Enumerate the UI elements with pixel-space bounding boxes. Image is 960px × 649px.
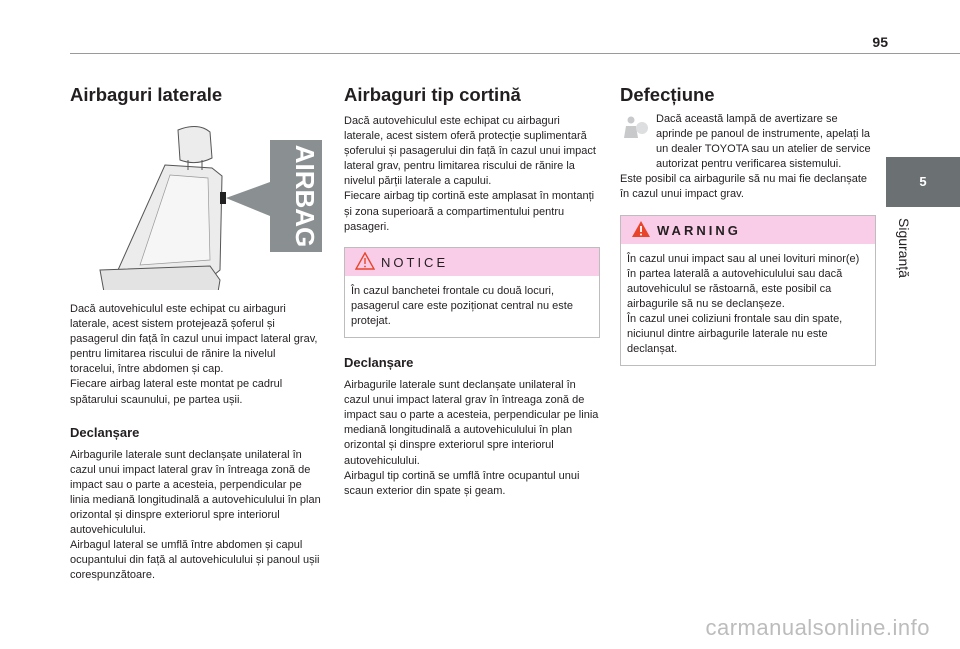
notice-header: [345, 248, 599, 276]
chapter-tab-number[interactable]: 5: [886, 157, 960, 207]
curtain-airbags-deployment-text: Airbagurile laterale sunt declanșate unilateral în cazul unui impact lateral grav în întreaga zonă de impact sau o parte a acesteia, perpendicular pe linia mediană longitudinală a autovehiculului în plan orizontal și dinspre exteriorul spre interiorul autovehiculului. Airbagul tip cortină se umflă între ocupantul unui scaun exterior din spate și geam.: [344, 379, 599, 497]
airbag-warning-lamp-icon: [620, 114, 650, 140]
column-side-airbags: [70, 84, 322, 584]
chapter-tab-label[interactable]: [886, 210, 960, 310]
notice-triangle-icon: [355, 252, 375, 270]
column-fault: [620, 84, 876, 366]
section-heading-curtain-airbags: Airbaguri tip cortină: [344, 84, 521, 105]
section-heading-side-airbags: Airbaguri laterale: [70, 84, 223, 105]
seat-airbag-illustration: [70, 120, 322, 290]
notice-box: [344, 247, 600, 338]
warning-title: WARNING: [657, 222, 741, 238]
side-airbags-description: Dacă autovehiculul este echipat cu airbaguri laterale, acest sistem protejează șoferul și pasagerul din față în cazul unui impact lateral grav, pentru limitarea riscului de rănire la nivelul toracelui, între abdomen și cap. Fiecare airbag lateral este montat pe cadrul spătarului scaunului, pe partea ușii.: [70, 303, 318, 406]
notice-text: În cazul banchetei frontale cu două locuri, pasagerul care este poziționat central nu este protejat.: [351, 284, 573, 327]
fault-intro-text: Dacă această lampă de avertizare se aprinde pe panoul de instrumente, apelați la un dealer TOYOTA sau un atelier de service autorizat pentru verificarea sistemului.: [656, 113, 871, 171]
watermark: carmanualsonline.info: [705, 615, 930, 640]
column-curtain-airbags: [344, 84, 600, 499]
section-heading-fault: Defecțiune: [620, 84, 715, 105]
fault-intro: [620, 112, 876, 172]
chapter-title: Siguranță: [896, 218, 912, 278]
subheading-deployment-curtain: Declanșare: [344, 355, 414, 371]
fault-note: Este posibil ca airbagurile să nu mai fie declanșate în cazul unui impact grav.: [620, 173, 868, 201]
warning-box: [620, 215, 876, 367]
subheading-deployment-side: Declanșare: [70, 424, 140, 440]
warning-text: În cazul unui impact sau al unei lovituri minor(e) în partea laterală a autovehiculului sau dacă autovehiculul se răstoarnă, este posibil ca airbagurile să nu se declanșeze. În cazul unei coliziuni frontale sau din spate, niciunul dintre airbagurile laterale nu este declanșat.: [627, 252, 860, 356]
curtain-airbags-description: Dacă autovehiculul este echipat cu airbaguri laterale, acest sistem oferă protecție suplimentară șoferului și pasagerului din față în cazul unui impact lateral grav, pentru limitarea riscului de rănire la nivelul părții laterale a capului. Fiecare airbag tip cortină este amplasat în montanți și zona superioară a compartimentului pentru pasageri.: [344, 115, 596, 233]
seat-illustration-icon: [70, 120, 322, 290]
header-rule: [70, 53, 960, 54]
airbag-label: AIRBAG: [290, 144, 320, 248]
warning-triangle-icon: [631, 220, 651, 238]
warning-header: [621, 216, 875, 244]
page-number: 95: [872, 34, 888, 50]
side-airbags-deployment-text: Airbagurile laterale sunt declanșate unilateral în cazul unui impact lateral grav în întreaga zonă de impact sau o parte a acesteia, perpendicular pe linia mediană longitudinală a autovehiculului în plan orizontal și dinspre exteriorul spre interiorul autovehiculului. Airbagul lateral se umflă între abdomen și capul ocupantului din față al autovehiculului și panoul ușii corespunzătoare.: [70, 448, 321, 582]
notice-title: NOTICE: [381, 254, 449, 270]
